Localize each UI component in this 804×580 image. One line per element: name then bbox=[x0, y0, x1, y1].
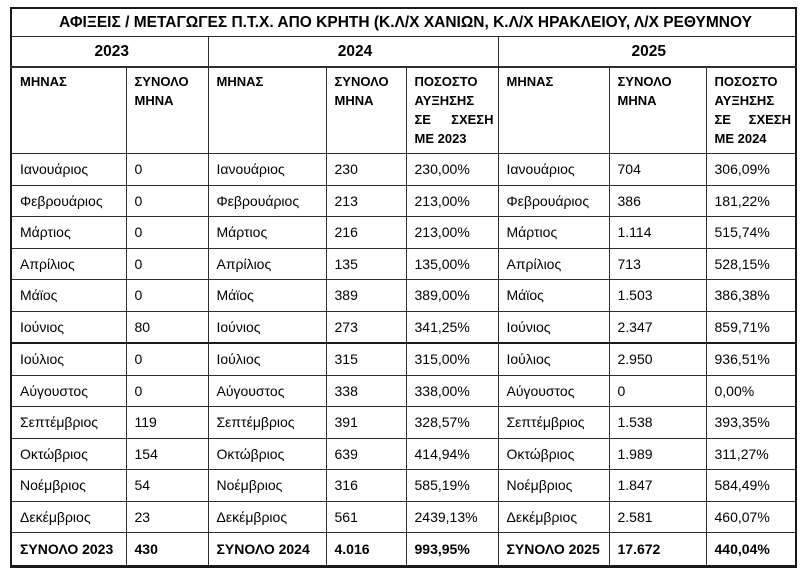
month-2023-cell: Μάϊος bbox=[11, 280, 126, 312]
title-row bbox=[11, 8, 796, 37]
total-2023-cell: 80 bbox=[126, 311, 208, 343]
month-2023-cell: Νοέμβριος bbox=[11, 470, 126, 502]
header-month-total-2025: ΣΥΝΟΛΟ ΜΗΝΑ bbox=[609, 67, 706, 154]
header-pct-vs-2023: ΠΟΣΟΣΤΟ ΑΥΞΗΣΗΣ ΣΕ ΣΧΕΣΗ ΜΕ 2023 bbox=[406, 67, 498, 154]
total-2024-cell: 230 bbox=[326, 154, 406, 186]
total-2025-cell: 0 bbox=[609, 375, 706, 407]
pct-2024-cell: 414,94% bbox=[406, 438, 498, 470]
month-2025-cell: Απρίλιος bbox=[498, 248, 609, 280]
month-2023-cell: Μάρτιος bbox=[11, 217, 126, 249]
total-2025-cell: 704 bbox=[609, 154, 706, 186]
month-2025-cell: Δεκέμβριος bbox=[498, 501, 609, 533]
table-row-october bbox=[11, 438, 796, 470]
total-2025-cell: 1.989 bbox=[609, 438, 706, 470]
month-2025-cell: Μάϊος bbox=[498, 280, 609, 312]
total-2024-cell: 273 bbox=[326, 311, 406, 343]
total-value-2024: 4.016 bbox=[326, 533, 406, 567]
year-header-row bbox=[11, 37, 796, 68]
month-2025-cell: Ιανουάριος bbox=[498, 154, 609, 186]
total-2023-cell: 0 bbox=[126, 375, 208, 407]
total-2025-cell: 1.847 bbox=[609, 470, 706, 502]
totals-row bbox=[11, 533, 796, 567]
total-2023-cell: 154 bbox=[126, 438, 208, 470]
table-row-september bbox=[11, 407, 796, 439]
month-2023-cell: Ιούλιος bbox=[11, 343, 126, 375]
total-2023-cell: 0 bbox=[126, 280, 208, 312]
table-row-january bbox=[11, 154, 796, 186]
header-month-2023: ΜΗΝΑΣ bbox=[11, 67, 126, 154]
pct-2024-cell: 389,00% bbox=[406, 280, 498, 312]
total-label-2024: ΣΥΝΟΛΟ 2024 bbox=[208, 533, 326, 567]
table-row-april bbox=[11, 248, 796, 280]
pct-2024-cell: 315,00% bbox=[406, 343, 498, 375]
month-2025-cell: Μάρτιος bbox=[498, 217, 609, 249]
arrivals-transfers-table bbox=[10, 7, 797, 568]
total-2024-cell: 316 bbox=[326, 470, 406, 502]
month-2024-cell: Φεβρουάριος bbox=[208, 185, 326, 217]
pct-2025-cell: 528,15% bbox=[706, 248, 796, 280]
month-2025-cell: Ιούνιος bbox=[498, 311, 609, 343]
total-2023-cell: 0 bbox=[126, 343, 208, 375]
pct-2025-cell: 311,27% bbox=[706, 438, 796, 470]
month-2023-cell: Ιούνιος bbox=[11, 311, 126, 343]
total-2024-cell: 315 bbox=[326, 343, 406, 375]
table-row-may bbox=[11, 280, 796, 312]
month-2024-cell: Οκτώβριος bbox=[208, 438, 326, 470]
month-2025-cell: Νοέμβριος bbox=[498, 470, 609, 502]
total-2023-cell: 0 bbox=[126, 248, 208, 280]
month-2025-cell: Αύγουστος bbox=[498, 375, 609, 407]
month-2023-cell: Ιανουάριος bbox=[11, 154, 126, 186]
table-row-december bbox=[11, 501, 796, 533]
total-2023-cell: 0 bbox=[126, 154, 208, 186]
total-pct-2024: 993,95% bbox=[406, 533, 498, 567]
pct-2025-cell: 181,22% bbox=[706, 185, 796, 217]
table-title: ΑΦΙΞΕΙΣ / ΜΕΤΑΓΩΓΕΣ Π.Τ.Χ. ΑΠΟ ΚΡΗΤΗ (Κ.Λ/Χ ΧΑΝΙΩΝ, Κ.Λ/Χ ΗΡΑΚΛΕΙΟΥ, Λ/Χ ΡΕΘΥΜΝΟΥ bbox=[11, 8, 796, 37]
month-2023-cell: Φεβρουάριος bbox=[11, 185, 126, 217]
month-2023-cell: Απρίλιος bbox=[11, 248, 126, 280]
month-2025-cell: Σεπτέμβριος bbox=[498, 407, 609, 439]
pct-2025-cell: 859,71% bbox=[706, 311, 796, 343]
pct-2025-cell: 515,74% bbox=[706, 217, 796, 249]
month-2025-cell: Φεβρουάριος bbox=[498, 185, 609, 217]
month-2024-cell: Νοέμβριος bbox=[208, 470, 326, 502]
table-row-august bbox=[11, 375, 796, 407]
header-pct-vs-2024: ΠΟΣΟΣΤΟ ΑΥΞΗΣΗΣ ΣΕ ΣΧΕΣΗ ΜΕ 2024 bbox=[706, 67, 796, 154]
month-2024-cell: Δεκέμβριος bbox=[208, 501, 326, 533]
month-2024-cell: Αύγουστος bbox=[208, 375, 326, 407]
header-month-2025: ΜΗΝΑΣ bbox=[498, 67, 609, 154]
total-2025-cell: 2.347 bbox=[609, 311, 706, 343]
table-row-july bbox=[11, 343, 796, 375]
header-month-2024: ΜΗΝΑΣ bbox=[208, 67, 326, 154]
pct-2025-cell: 460,07% bbox=[706, 501, 796, 533]
total-2024-cell: 561 bbox=[326, 501, 406, 533]
total-2024-cell: 389 bbox=[326, 280, 406, 312]
month-2023-cell: Σεπτέμβριος bbox=[11, 407, 126, 439]
pct-2025-cell: 0,00% bbox=[706, 375, 796, 407]
pct-2024-cell: 135,00% bbox=[406, 248, 498, 280]
table-row-june bbox=[11, 311, 796, 343]
year-header-2023: 2023 bbox=[11, 37, 208, 68]
total-2024-cell: 135 bbox=[326, 248, 406, 280]
table-row-march bbox=[11, 217, 796, 249]
pct-2024-cell: 328,57% bbox=[406, 407, 498, 439]
total-2024-cell: 338 bbox=[326, 375, 406, 407]
total-2024-cell: 391 bbox=[326, 407, 406, 439]
total-2025-cell: 2.581 bbox=[609, 501, 706, 533]
table-row-february bbox=[11, 185, 796, 217]
pct-2024-cell: 213,00% bbox=[406, 185, 498, 217]
column-header-row bbox=[11, 67, 796, 154]
month-2024-cell: Μάρτιος bbox=[208, 217, 326, 249]
month-2024-cell: Ιανουάριος bbox=[208, 154, 326, 186]
pct-2024-cell: 230,00% bbox=[406, 154, 498, 186]
month-2023-cell: Αύγουστος bbox=[11, 375, 126, 407]
total-2025-cell: 386 bbox=[609, 185, 706, 217]
pct-2025-cell: 393,35% bbox=[706, 407, 796, 439]
header-month-total-2023: ΣΥΝΟΛΟ ΜΗΝΑ bbox=[126, 67, 208, 154]
total-2024-cell: 213 bbox=[326, 185, 406, 217]
pct-2024-cell: 341,25% bbox=[406, 311, 498, 343]
pct-2024-cell: 585,19% bbox=[406, 470, 498, 502]
pct-2024-cell: 2439,13% bbox=[406, 501, 498, 533]
total-2023-cell: 119 bbox=[126, 407, 208, 439]
total-2023-cell: 54 bbox=[126, 470, 208, 502]
total-value-2025: 17.672 bbox=[609, 533, 706, 567]
year-header-2024: 2024 bbox=[208, 37, 498, 68]
pct-2025-cell: 306,09% bbox=[706, 154, 796, 186]
pct-2024-cell: 213,00% bbox=[406, 217, 498, 249]
month-2024-cell: Απρίλιος bbox=[208, 248, 326, 280]
month-2024-cell: Ιούλιος bbox=[208, 343, 326, 375]
pct-2024-cell: 338,00% bbox=[406, 375, 498, 407]
month-2023-cell: Οκτώβριος bbox=[11, 438, 126, 470]
month-2024-cell: Ιούνιος bbox=[208, 311, 326, 343]
total-2023-cell: 0 bbox=[126, 185, 208, 217]
total-2024-cell: 639 bbox=[326, 438, 406, 470]
total-2023-cell: 0 bbox=[126, 217, 208, 249]
pct-2025-cell: 584,49% bbox=[706, 470, 796, 502]
month-2024-cell: Σεπτέμβριος bbox=[208, 407, 326, 439]
total-2025-cell: 713 bbox=[609, 248, 706, 280]
month-2025-cell: Ιούλιος bbox=[498, 343, 609, 375]
table-row-november bbox=[11, 470, 796, 502]
total-label-2023: ΣΥΝΟΛΟ 2023 bbox=[11, 533, 126, 567]
month-2024-cell: Μάϊος bbox=[208, 280, 326, 312]
total-label-2025: ΣΥΝΟΛΟ 2025 bbox=[498, 533, 609, 567]
pct-2025-cell: 936,51% bbox=[706, 343, 796, 375]
total-pct-2025: 440,04% bbox=[706, 533, 796, 567]
total-2023-cell: 23 bbox=[126, 501, 208, 533]
month-2023-cell: Δεκέμβριος bbox=[11, 501, 126, 533]
total-2024-cell: 216 bbox=[326, 217, 406, 249]
year-header-2025: 2025 bbox=[498, 37, 796, 68]
total-2025-cell: 1.503 bbox=[609, 280, 706, 312]
total-2025-cell: 2.950 bbox=[609, 343, 706, 375]
header-month-total-2024: ΣΥΝΟΛΟ ΜΗΝΑ bbox=[326, 67, 406, 154]
total-2025-cell: 1.114 bbox=[609, 217, 706, 249]
total-2025-cell: 1.538 bbox=[609, 407, 706, 439]
month-2025-cell: Οκτώβριος bbox=[498, 438, 609, 470]
pct-2025-cell: 386,38% bbox=[706, 280, 796, 312]
total-value-2023: 430 bbox=[126, 533, 208, 567]
